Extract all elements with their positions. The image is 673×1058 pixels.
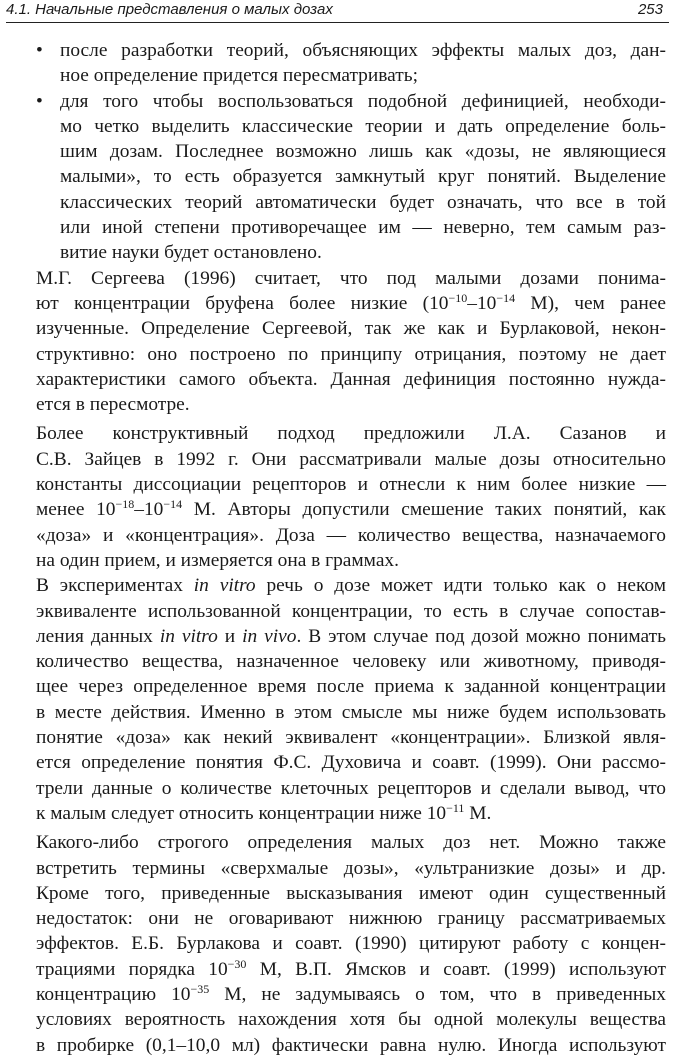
text-line: щее через определенное время после приема к заданной концентрации	[36, 676, 666, 698]
paragraph	[36, 830, 666, 1058]
text-line: • для того чтобы воспользоваться подобной дефиницией, необходи-	[36, 89, 666, 114]
text-line: условиях вероятность нахождения хотя бы одной молекулы вещества	[36, 1009, 666, 1031]
paragraph	[36, 421, 666, 573]
text-line: менее $10^{-18}-10^{-14}$ М. Авторы допустили смешение таких понятий, как	[36, 497, 666, 521]
text-line: к малым следует относить концентрации ниже $10^{-11}$ М.	[36, 800, 492, 824]
text-line: в месте действия. Именно в этом смысле мы ниже будем использовать	[36, 701, 666, 723]
text-line: «доза» и «концентрация». Доза — количество вещества, назначаемого	[36, 524, 666, 546]
text-line: структивно: оно построено по принципу отрицания, поэтому не дает	[36, 343, 666, 365]
text-line: С.В. Зайцев в 1992 г. Они рассматривали малые дозы относительно	[36, 448, 666, 470]
text-line: ное определение придется пересматривать;	[60, 65, 418, 87]
text-line: характеристики самого объекта. Данная дефиниция постоянно нужда-	[36, 368, 666, 390]
bullet-marker: •	[36, 90, 43, 112]
bullet-item	[36, 38, 666, 89]
text-line: шим дозам. Последнее возможно лишь как «дозы, не являющиеся	[60, 141, 666, 163]
paragraph	[36, 573, 666, 826]
text-line: ления данных in vitro и in vivo. В этом случае под дозой можно понимать	[36, 625, 666, 647]
text-line: ется определение понятия Ф.С. Духовича и соавт. (1999). Они рассмо-	[36, 752, 666, 774]
bullet-marker: •	[36, 40, 43, 61]
bullet-item	[36, 89, 666, 266]
text-line: количество вещества, назначенное человеку или животному, приводя-	[36, 651, 666, 673]
text-line: встретить термины «сверхмалые дозы», «ультранизкие дозы» и др.	[36, 857, 666, 879]
text-line: недостаток: они не оговаривают нижнюю границу рассматриваемых	[36, 908, 666, 930]
text-line: в пробирке (0,1–10,0 мл) фактически равна нулю. Иногда используют	[36, 1034, 666, 1056]
text-line: • после разработки теорий, объясняющих эффекты малых доз, дан-	[36, 38, 666, 63]
text-line: мо четко выделить классические теории и дать определение боль-	[60, 115, 666, 137]
text-line: или иной степени противоречащее им — неверно, тем самым раз-	[60, 217, 666, 239]
text-line: витие науки будет остановлено.	[60, 242, 322, 264]
paragraph	[36, 266, 666, 418]
text-line: трели данные о количестве клеточных рецепторов и сделали вывод, что	[36, 777, 666, 799]
text-line: В экспериментах in vitro речь о дозе может идти только как о неком	[36, 575, 666, 597]
text-line: малыми», то есть образуется замкнутый круг понятий. Выделение	[60, 166, 666, 188]
text-line: понятие «доза» как некий эквивалент «концентрации». Близкой явля-	[36, 727, 666, 749]
text-line: константы диссоциации рецепторов и отнесли к ним более низкие —	[36, 474, 666, 496]
text-line: Какого-либо строгого определения малых доз нет. Можно также	[36, 832, 666, 854]
page-number: 253	[637, 1, 663, 18]
text-line: эффектов. Е.Б. Бурлакова и соавт. (1990) цитируют работу с концен-	[36, 933, 666, 955]
section-title: 4.1. Начальные представления о малых дозах	[6, 1, 333, 18]
text-line: изученные. Определение Сергеевой, так же как и Бурлаковой, некон-	[36, 318, 666, 340]
text-line: Более конструктивный подход предложили Л.А. Сазанов и	[36, 423, 666, 445]
text-line: эквиваленте использованной концентрации, то есть в случае сопостав-	[36, 600, 666, 622]
text-line: трациями порядка $10^{-30}$ М, В.П. Ямсков и соавт. (1999) используют	[36, 956, 666, 980]
text-line: ется в пересмотре.	[36, 394, 190, 416]
page-body	[36, 38, 666, 1058]
text-line: классических теорий автоматически будет означать, что все в той	[60, 191, 666, 213]
text-line: Кроме того, приведенные высказывания имеют один существенный	[36, 882, 666, 904]
text-line: на один прием, и измеряется она в граммах.	[36, 549, 399, 571]
text-line: концентрацию $10^{-35}$ М, не задумываясь о том, что в приведенных	[36, 981, 666, 1005]
text-line: М.Г. Сергеева (1996) считает, что под малыми дозами понима-	[36, 267, 666, 289]
text-line: ют концентрации бруфена более низкие ($10^{-10}-10^{-14}$ М), чем ранее	[36, 290, 666, 314]
running-head	[6, 0, 669, 23]
